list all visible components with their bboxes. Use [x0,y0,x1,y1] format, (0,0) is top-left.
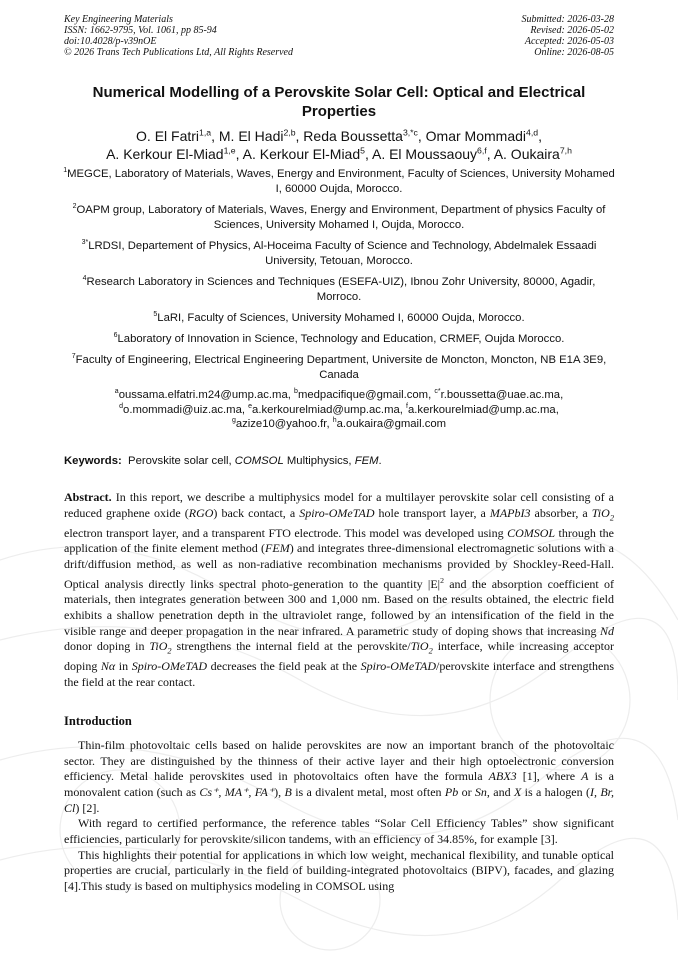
abstract-term: Nd [599,623,614,638]
email-mark: f [406,402,408,410]
title-line-2: Properties [301,103,377,120]
email-mark: d [119,402,124,410]
author-affiliation-mark: 1,a [199,127,212,138]
date-revised: Revised: 2026-05-02 [530,25,614,36]
intro-term: B [284,784,292,799]
email-link[interactable]: medpacifique@gmail.com, [297,389,435,401]
abstract-term: TiO [149,639,168,654]
intro-term: Cs⁺, MA⁺, FA⁺ [199,784,275,799]
abstract-text: /perovskite interface and strengthens the field at the rear contact. [64,659,614,689]
email-mark: b [294,388,298,396]
affiliation-3 [60,239,618,268]
intro-text: or [458,784,475,799]
author-list: O. El Fatri$^{1,a}$, M. El Hadi$^{2,b}$, Reda Boussetta$^{3,*c}$, Omar Mommadi$^{4,d}$, A. Kerkour El-Miad$^{1,e}$, A. Kerkour El-Miad$^5$, A. El Moussaouy$^{6,f}$, A. Oukaira$^{7,h}$ [106,127,572,162]
author-emails [60,388,618,432]
abstract-text: electron transport layer, and a transparent FTO electrode. This model was developed using [64,525,508,540]
affiliation-mark: 7 [71,353,76,361]
abstract-text: donor doping in [64,639,150,654]
keyword-text: COMSOL [234,455,284,467]
intro-text: , and [486,784,514,799]
author-name: A. Kerkour El-Miad [106,146,224,162]
intro-term: Sn [474,784,487,799]
intro-text: ), [274,784,285,799]
author-affiliation-mark: 3,*c [402,127,418,138]
affiliation-1 [60,167,618,196]
author-name: , Omar Mommadi [417,128,527,144]
abstract-text: in [115,659,132,674]
abstract-label: Abstract. [64,490,112,504]
abstract-term: COMSOL [507,525,556,540]
affiliation-4 [60,275,618,304]
author-affiliation-mark: 4,d [526,127,539,138]
abstract-subscript: 2 [609,513,614,523]
author-name: , A. Oukaira [486,146,560,162]
abstract-term: Nα [100,659,116,674]
affiliation-text: MEGCE, Laboratory of Materials, Waves, Energy and Environment, Faculty of Sciences, University Mohamed I, 60000 Oujda, Morocco. [67,168,615,195]
intro-term: ABX3 [488,769,517,784]
email-link[interactable]: a.kerkourelmiad@ump.ac.ma, [252,403,407,416]
intro-term: I, Br, Cl [64,784,614,815]
author-affiliation-mark: 1,e [223,145,236,156]
keywords-line [64,455,614,467]
abstract-term: FEM [265,541,290,556]
email-link[interactable]: r.boussetta@uae.ac.ma, [440,389,564,401]
intro-term: A [581,769,589,784]
affiliation-7 [60,353,618,382]
section-heading-introduction: Introduction [64,714,132,728]
intro-paragraph: With regard to certified performance, the reference tables “Solar Cell Efficiency Tables” show significant efficiencies, particularly for perovskite/silicon tandems, with an efficiency of 34.85%, for example [3]. [64,816,614,846]
email-link[interactable]: oussama.elfatri.m24@ump.ac.ma, [118,389,295,401]
abstract-subscript: 2 [428,646,433,656]
title-line-1: Numerical Modelling of a Perovskite Solar Cell: Optical and Electrical [92,84,586,101]
abstract-term: TiO [410,639,429,654]
intro-term: X [513,784,522,799]
author-affiliation-mark: 6,f [477,145,487,156]
affiliation-5 [60,311,618,326]
journal-info [64,14,293,58]
abstract-text: In this report, we describe a multiphysics model for a multilayer perovskite solar cell consisting of a reduced graphene oxide ( [64,490,614,520]
email-mark: g [231,417,236,425]
keywords-label: Keywords: [64,455,122,467]
affiliation-text: Research Laboratory in Sciences and Techniques (ESEFA-UIZ), Ibnou Zohr University, 80000, Agadir, Morroco. [86,276,596,303]
affiliation-2 [60,203,618,232]
keyword-text: Perovskite solar cell, [128,455,235,467]
abstract-term: Spiro-OMeTAD [360,659,436,674]
affiliation-mark: 5 [153,311,158,319]
affiliation-mark: 6 [113,332,118,340]
intro-text: Thin-film photovoltaic cells based on halide perovskites are now an important branch of the photovoltaic sector. They are distinguished by the thinness of their active layer and their high optoelectronic conversion efficiency. Metal halide perovskites used in photovoltaics often have the formula [64,738,614,784]
abstract-term: Spiro-OMeTAD [299,505,375,520]
abstract-term: TiO [591,505,610,520]
abstract-text: ) back contact, a [213,505,300,520]
author-name: , Reda Boussetta [295,128,403,144]
affiliation-text: OAPM group, Laboratory of Materials, Waves, Energy and Environment, Department of physics Faculty of Sciences, University Mohamed I, Oujda, Morocco. [76,204,606,231]
email-mark: c* [434,388,441,396]
intro-text: ) [2]. [75,800,100,815]
author-affiliation-mark: 7,h [559,145,572,156]
abstract-text: interface, while increasing acceptor doping [64,639,614,674]
intro-paragraph [64,738,614,816]
intro-text: is a halogen ( [521,784,590,799]
email-link[interactable]: a.oukaira@gmail.com [336,418,447,430]
affiliation-6 [60,332,618,347]
date-accepted: Accepted: 2026-05-03 [524,36,614,47]
journal-name: Key Engineering Materials [64,14,173,25]
affiliation-mark: 1 [63,167,68,175]
journal-doi[interactable]: doi:10.4028/p-v39nOE [64,36,157,47]
intro-text: is a monovalent cation (such as [64,769,614,799]
keyword-text: . [378,455,382,467]
abstract-text: ) and integrates three-dimensional electromagnetic solutions with a drift/diffusion method, as well as non-radiative recombination mechanisms provided by Shockley-Reed-Hall. Optical analysis directly links spectral photo-generation to the quantity |E| [64,541,615,591]
email-mark: e [248,402,253,410]
journal-issn: ISSN: 1662-9795, Vol. 1061, pp 85-94 [64,25,217,36]
journal-header [64,14,614,58]
email-link[interactable]: a.kerkourelmiad@ump.ac.ma, [408,403,559,416]
abstract-term: Spiro-OMeTAD [131,659,208,674]
abstract-subscript: 2 [167,646,172,656]
intro-term: Pb [444,784,459,799]
date-submitted: Submitted: 2026-03-28 [521,14,614,25]
author-affiliation-mark: 5 [360,145,365,156]
affiliation-mark: 4 [82,275,87,283]
affiliation-mark: 3* [81,239,89,247]
abstract [64,490,614,691]
abstract-text: absorber, a [530,505,592,520]
author-affiliation-mark: 2,b [283,127,296,138]
abstract-superscript: 2 [440,575,444,585]
author-name: , M. El Hadi [211,128,284,144]
abstract-term: MAPbI3 [489,505,531,520]
abstract-text: hole transport layer, a [374,505,490,520]
affiliation-text: Laboratory of Innovation in Science, Technology and Education, CRMEF, Oujda Morocco. [117,333,565,345]
email-mark: a [114,388,119,396]
abstract-text: and the absorption coefficient of materials, then integrates generation between 300 and 1,000 nm. Based on the results obtained, the electric field exhibits a shallow penetration depth in the ultraviolet range, followed by an intensification of the field in the visible range and deeper propagation in the near infrared. A parametric study of doping shows that increasing [64,576,614,638]
paper-title [70,83,608,121]
intro-text: [1], where [516,769,582,784]
date-online: Online: 2026-08-05 [534,47,614,58]
abstract-text: decreases the field peak at the [207,659,361,674]
affiliation-mark: 2 [72,203,77,211]
keyword-text: FEM [354,455,379,467]
email-mark: h [332,417,337,425]
intro-paragraph: This highlights their potential for applications in which low weight, mechanical flexibility, and tunable optical properties are crucial, particularly in the field of building-integrated photovoltaics (BIPV), facades, and glazing [4].This study is based on multiphysics modeling in COMSOL using [64,847,614,893]
introduction-body [64,738,614,895]
abstract-text: strengthens the internal field at the perovskite/ [171,639,411,654]
email-link[interactable]: azize10@yahoo.fr, [235,418,333,430]
affiliation-text: Faculty of Engineering, Electrical Engineering Department, Universite de Moncton, Moncton, NB E1A 3E9, Canada [75,354,607,381]
journal-copyright: © 2026 Trans Tech Publications Ltd, All Rights Reserved [64,47,293,58]
author-name: , A. Kerkour El-Miad [235,146,361,162]
affiliation-text: LRDSI, Departement of Physics, Al-Hoceima Faculty of Science and Technology, Abdelmalek Essaadi University, Tetouan, Morocco. [88,240,597,267]
keyword-text: Multiphysics, [283,455,355,467]
abstract-term: RGO [188,505,214,520]
abstract-text: through the application of the finite element method ( [64,525,614,556]
article-dates [522,14,615,58]
author-name: O. El Fatri [136,128,200,144]
intro-text: is a divalent metal, most often [291,784,445,799]
affiliation-text: LaRI, Faculty of Sciences, University Mohamed I, 60000 Oujda, Morocco. [157,312,525,324]
author-name: , A. El Moussaouy [364,146,478,162]
email-link[interactable]: o.mommadi@uiz.ac.ma, [123,403,249,416]
